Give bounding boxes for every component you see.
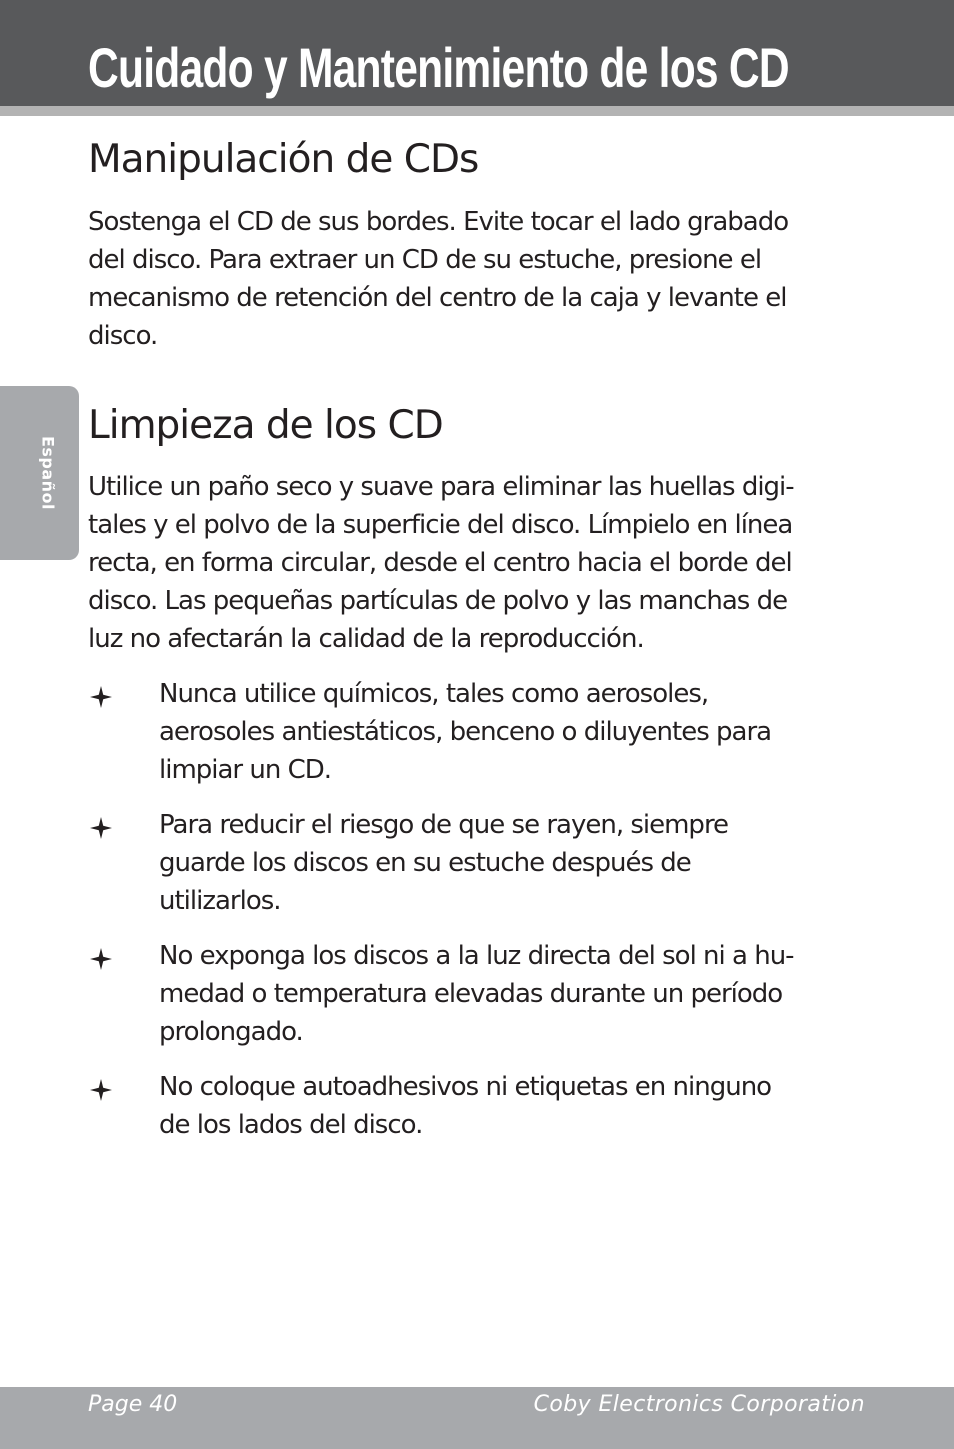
paragraph-line: Utilice un paño seco y suave para eliminar las huellas digi- [88, 472, 794, 502]
four-point-star-icon [90, 1079, 112, 1101]
paragraph-line: disco. Las pequeñas partículas de polvo y las manchas de [88, 586, 788, 616]
list-item [88, 675, 868, 789]
section-paragraph-cleaning [88, 468, 888, 658]
four-point-star-icon [90, 686, 112, 708]
list-item-line: aerosoles antiestáticos, benceno o diluyentes para [159, 717, 772, 747]
paragraph-line: Sostenga el CD de sus bordes. Evite tocar el lado grabado [88, 207, 789, 237]
list-item [88, 937, 868, 1051]
page-title: Cuidado y Mantenimiento de los CD [88, 36, 789, 99]
page-number: Page 40 [88, 1392, 178, 1417]
list-item [88, 806, 868, 920]
list-item-line: Para reducir el riesgo de que se rayen, siempre [159, 810, 729, 840]
paragraph-line: luz no afectarán la calidad de la reproducción. [88, 624, 644, 654]
list-item-line: limpiar un CD. [159, 755, 332, 785]
paragraph-line: tales y el polvo de la superficie del disco. Límpielo en línea [88, 510, 793, 540]
list-item-line: No coloque autoadhesivos ni etiquetas en ninguno [159, 1072, 772, 1102]
list-item-line: utilizarlos. [159, 886, 281, 916]
list-item-line: Nunca utilice químicos, tales como aerosoles, [159, 679, 709, 709]
paragraph-line: recta, en forma circular, desde el centro hacia el borde del [88, 548, 792, 578]
list-item-line: guarde los discos en su estuche después de [159, 848, 691, 878]
paragraph-line: mecanismo de retención del centro de la caja y levante el [88, 283, 787, 313]
company-name: Coby Electronics Corporation [533, 1392, 865, 1417]
list-item-line: prolongado. [159, 1017, 303, 1047]
section-paragraph-handling [88, 203, 888, 355]
list-item-line: medad o temperatura elevadas durante un período [159, 979, 783, 1009]
four-point-star-icon [90, 817, 112, 839]
language-tab-label: Español [38, 435, 58, 511]
paragraph-line: disco. [88, 321, 158, 351]
cleaning-tips-list [88, 675, 868, 1161]
list-item-line: No exponga los discos a la luz directa del sol ni a hu- [159, 941, 794, 971]
list-item-line: de los lados del disco. [159, 1110, 423, 1140]
list-item [88, 1068, 868, 1144]
header-divider [0, 106, 954, 116]
paragraph-line: del disco. Para extraer un CD de su estuche, presione el [88, 245, 762, 275]
section-heading-handling: Manipulación de CDs [88, 137, 479, 182]
section-heading-cleaning: Limpieza de los CD [88, 403, 443, 448]
four-point-star-icon [90, 948, 112, 970]
